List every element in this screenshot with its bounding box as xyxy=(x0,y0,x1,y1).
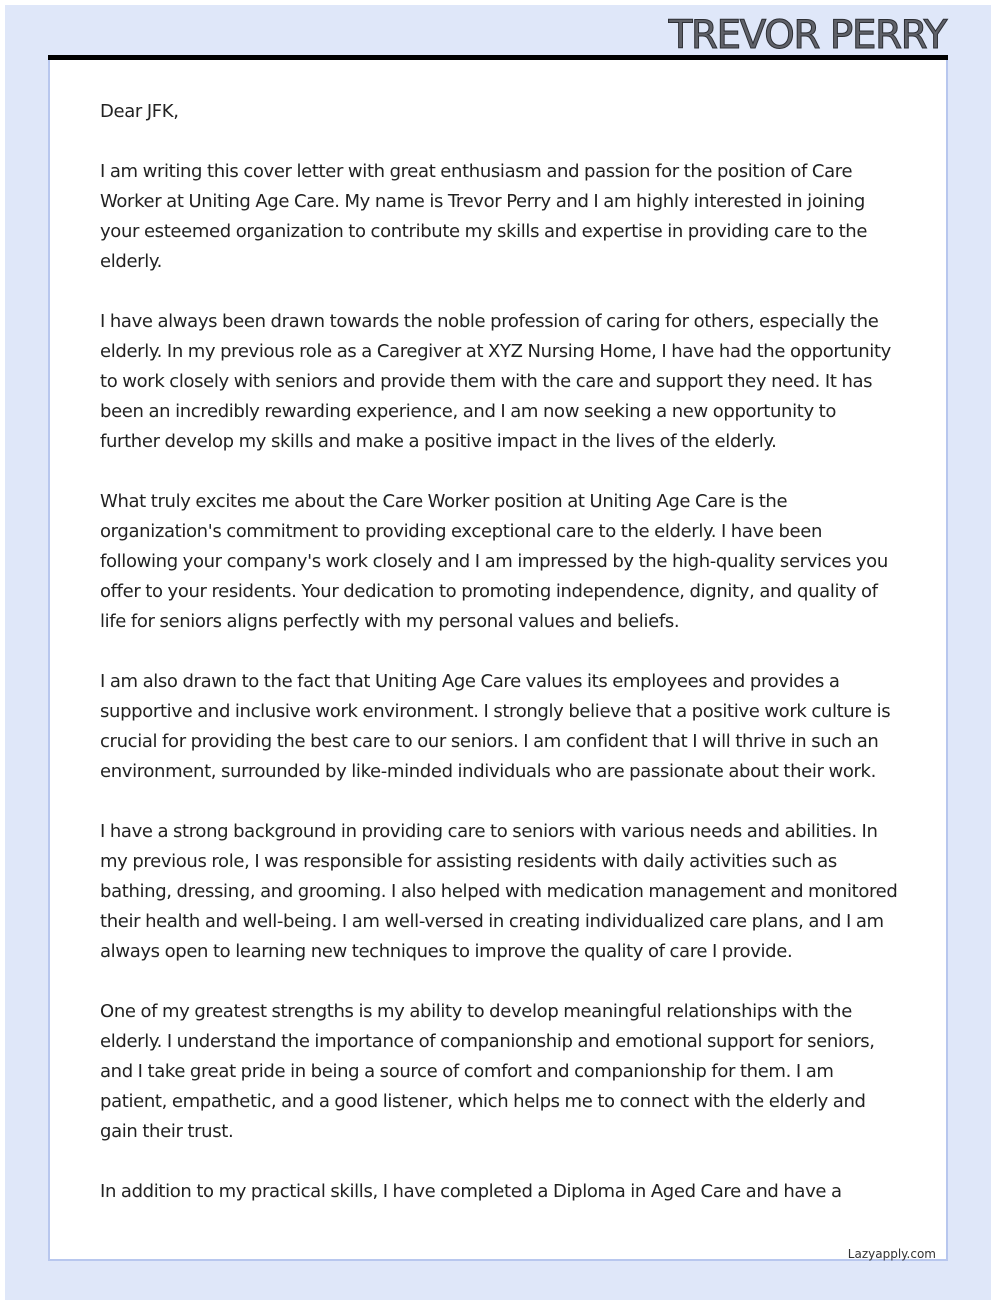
letter-paragraph-intro: I am writing this cover letter with great enthusiasm and passion for the position of Care Worker at Uniting Age Care. My name is Trevor Perry and I am highly interested in joining your esteemed organization to contribute my skills and expertise in providing care to the elderly. xyxy=(100,161,868,272)
letter-paragraph-experience: I have always been drawn towards the noble profession of caring for others, especially the elderly. In my previous role as a Caregiver at XYZ Nursing Home, I have had the opportunity to work closely with seniors and provide them with the care and support they need. It has been an incredibly rewarding experience, and I am now seeking a new opportunity to further develop my skills and make a positive impact in the lives of the elderly. xyxy=(100,311,891,452)
letter-paragraph-strengths: One of my greatest strengths is my ability to develop meaningful relationships with the elderly. I understand the importance of companionship and emotional support for seniors, and I take great pride in being a source of comfort and companionship for them. I am patient, empathetic, and a good listener, which helps me to connect with the elderly and gain their trust. xyxy=(100,1001,875,1142)
cover-letter-body xyxy=(100,97,900,1237)
letter-salutation: Dear JFK, xyxy=(100,101,179,122)
letter-paragraph-qualifications: In addition to my practical skills, I have completed a Diploma in Aged Care and have a xyxy=(100,1181,842,1202)
letter-paragraph-background: I have a strong background in providing care to seniors with various needs and abilities. In my previous role, I was responsible for assisting residents with daily activities such as bathing, dressing, and grooming. I also helped with medication management and monitored their health and well-being. I am well-versed in creating individualized care plans, and I am always open to learning new techniques to improve the quality of care I provide. xyxy=(100,821,898,962)
applicant-name-header: TREVOR PERRY xyxy=(668,13,946,58)
letter-paragraph-motivation: What truly excites me about the Care Worker position at Uniting Age Care is the organization's commitment to providing exceptional care to the elderly. I have been following your company's work closely and I am impressed by the high-quality services you offer to your residents. Your dedication to promoting independence, dignity, and quality of life for seniors aligns perfectly with my personal values and beliefs. xyxy=(100,491,888,632)
letter-paragraph-culture: I am also drawn to the fact that Uniting Age Care values its employees and provides a supportive and inclusive work environment. I strongly believe that a positive work culture is crucial for providing the best care to our seniors. I am confident that I will thrive in such an environment, surrounded by like-minded individuals who are passionate about their work. xyxy=(100,671,891,782)
watermark-link[interactable]: Lazyapply.com xyxy=(847,1247,936,1261)
